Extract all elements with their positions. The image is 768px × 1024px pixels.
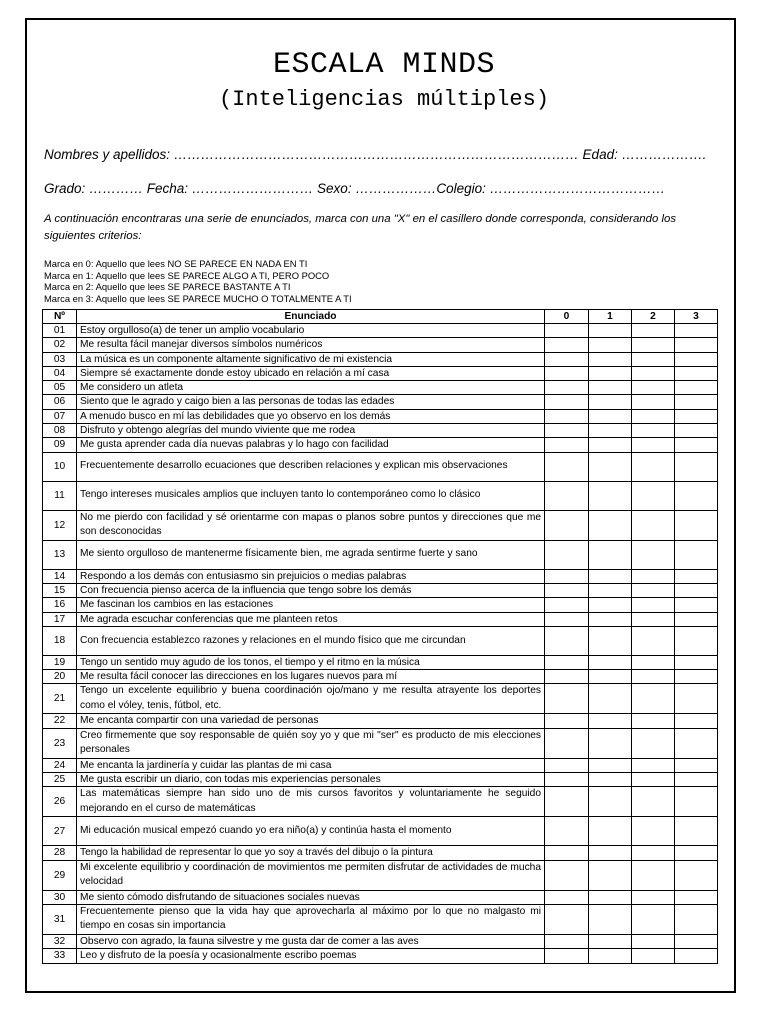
answer-cell-3[interactable] — [675, 655, 718, 669]
answer-cell-0[interactable] — [545, 817, 589, 846]
table-row — [43, 569, 718, 583]
answer-cell-2[interactable] — [632, 626, 675, 655]
row-number: 18 — [43, 626, 77, 655]
answer-cell-1[interactable] — [589, 324, 632, 338]
answer-cell-3[interactable] — [675, 758, 718, 772]
answer-cell-0[interactable] — [545, 598, 589, 612]
answer-cell-1[interactable] — [589, 773, 632, 787]
answer-cell-2[interactable] — [632, 758, 675, 772]
row-number: 22 — [43, 714, 77, 728]
answer-cell-0[interactable] — [545, 366, 589, 380]
table-row — [43, 395, 718, 409]
answer-cell-3[interactable] — [675, 381, 718, 395]
row-statement: Creo firmemente que soy responsable de quién soy yo y que mi "ser" es producto de mis elecciones personales — [77, 728, 545, 758]
row-number: 16 — [43, 598, 77, 612]
row-statement: Tengo un excelente equilibrio y buena coordinación ojo/mano y me resulta atrayente los deportes como el vóley, tenis, fútbol, etc. — [77, 684, 545, 714]
table-row — [43, 758, 718, 772]
row-statement: Me encanta compartir con una variedad de personas — [77, 714, 545, 728]
answer-cell-3[interactable] — [675, 890, 718, 904]
table-row — [43, 583, 718, 597]
grade-date-sex-school-field-line[interactable]: Grado: ………… Fecha: ……………………… Sexo: ………………Colegio: ………………………………… — [44, 181, 666, 196]
answer-cell-3[interactable] — [675, 728, 718, 758]
answer-cell-0[interactable] — [545, 758, 589, 772]
answer-cell-3[interactable] — [675, 612, 718, 626]
row-statement: Observo con agrado, la fauna silvestre y me gusta dar de comer a las aves — [77, 934, 545, 948]
answer-cell-0[interactable] — [545, 540, 589, 569]
answer-cell-2[interactable] — [632, 655, 675, 669]
row-number: 28 — [43, 846, 77, 860]
answer-cell-1[interactable] — [589, 452, 632, 481]
row-statement: Con frecuencia establezco razones y relaciones en el mundo físico que me circundan — [77, 626, 545, 655]
answer-cell-0[interactable] — [545, 409, 589, 423]
row-number: 14 — [43, 569, 77, 583]
row-statement: Mi educación musical empezó cuando yo era niño(a) y continúa hasta el momento — [77, 817, 545, 846]
answer-cell-3[interactable] — [675, 540, 718, 569]
answer-cell-2[interactable] — [632, 438, 675, 452]
answer-cell-3[interactable] — [675, 352, 718, 366]
answer-cell-0[interactable] — [545, 510, 589, 540]
answer-cell-0[interactable] — [545, 324, 589, 338]
answer-cell-3[interactable] — [675, 338, 718, 352]
row-number: 20 — [43, 670, 77, 684]
row-number: 11 — [43, 481, 77, 510]
row-number: 26 — [43, 787, 77, 817]
answer-cell-2[interactable] — [632, 787, 675, 817]
table-row — [43, 366, 718, 380]
answer-cell-3[interactable] — [675, 395, 718, 409]
scale-criterion-3: Marca en 3: Aquello que lees SE PARECE MUCHO O TOTALMENTE A TI — [44, 293, 352, 305]
answer-cell-1[interactable] — [589, 949, 632, 963]
answer-cell-1[interactable] — [589, 904, 632, 934]
table-row — [43, 714, 718, 728]
row-statement: Me agrada escuchar conferencias que me planteen retos — [77, 612, 545, 626]
answer-cell-0[interactable] — [545, 890, 589, 904]
answer-cell-2[interactable] — [632, 409, 675, 423]
answer-cell-1[interactable] — [589, 934, 632, 948]
answer-cell-1[interactable] — [589, 846, 632, 860]
table-row — [43, 655, 718, 669]
row-statement: Estoy orgulloso(a) de tener un amplio vocabulario — [77, 324, 545, 338]
table-row — [43, 904, 718, 934]
answer-cell-0[interactable] — [545, 381, 589, 395]
answer-cell-0[interactable] — [545, 787, 589, 817]
answer-cell-0[interactable] — [545, 626, 589, 655]
answer-cell-1[interactable] — [589, 860, 632, 890]
answer-cell-1[interactable] — [589, 626, 632, 655]
row-number: 01 — [43, 324, 77, 338]
answer-cell-3[interactable] — [675, 860, 718, 890]
answer-cell-3[interactable] — [675, 904, 718, 934]
answer-cell-3[interactable] — [675, 366, 718, 380]
row-number: 32 — [43, 934, 77, 948]
scale-criterion-2: Marca en 2: Aquello que lees SE PARECE BASTANTE A TI — [44, 281, 291, 293]
answer-cell-1[interactable] — [589, 481, 632, 510]
row-number: 24 — [43, 758, 77, 772]
row-statement: No me pierdo con facilidad y sé orientarme con mapas o planos sobre puntos y direcciones que me son desconocidas — [77, 510, 545, 540]
answer-cell-0[interactable] — [545, 612, 589, 626]
answer-cell-2[interactable] — [632, 338, 675, 352]
answer-cell-0[interactable] — [545, 773, 589, 787]
answer-cell-1[interactable] — [589, 569, 632, 583]
row-number: 23 — [43, 728, 77, 758]
table-row — [43, 409, 718, 423]
answer-cell-0[interactable] — [545, 438, 589, 452]
row-statement: Siento que le agrado y caigo bien a las personas de todas las edades — [77, 395, 545, 409]
row-statement: Me siento orgulloso de mantenerme físicamente bien, me agrada sentirme fuerte y sano — [77, 540, 545, 569]
answer-cell-3[interactable] — [675, 787, 718, 817]
answer-cell-0[interactable] — [545, 352, 589, 366]
row-number: 29 — [43, 860, 77, 890]
table-row — [43, 949, 718, 963]
answer-cell-0[interactable] — [545, 655, 589, 669]
answer-cell-0[interactable] — [545, 860, 589, 890]
answer-cell-2[interactable] — [632, 540, 675, 569]
row-number: 15 — [43, 583, 77, 597]
answer-cell-1[interactable] — [589, 510, 632, 540]
row-statement: Me fascinan los cambios en las estaciones — [77, 598, 545, 612]
row-number: 31 — [43, 904, 77, 934]
answer-cell-0[interactable] — [545, 338, 589, 352]
answer-cell-1[interactable] — [589, 352, 632, 366]
answer-cell-2[interactable] — [632, 934, 675, 948]
answer-cell-1[interactable] — [589, 758, 632, 772]
answer-cell-3[interactable] — [675, 714, 718, 728]
page-subtitle: (Inteligencias múltiples) — [218, 87, 550, 112]
answer-cell-0[interactable] — [545, 424, 589, 438]
table-row — [43, 424, 718, 438]
answer-cell-2[interactable] — [632, 395, 675, 409]
answer-cell-2[interactable] — [632, 510, 675, 540]
name-age-field-line[interactable]: Nombres y apellidos: ……………………………………………………………………………… Edad: ………………. — [44, 147, 707, 162]
answer-cell-1[interactable] — [589, 438, 632, 452]
header-score-2: 2 — [632, 310, 675, 324]
header-score-0: 0 — [545, 310, 589, 324]
row-statement: Tengo la habilidad de representar lo que yo soy a través del dibujo o la pintura — [77, 846, 545, 860]
answer-cell-2[interactable] — [632, 352, 675, 366]
row-number: 21 — [43, 684, 77, 714]
answer-cell-3[interactable] — [675, 438, 718, 452]
row-statement: La música es un componente altamente significativo de mi existencia — [77, 352, 545, 366]
answer-cell-2[interactable] — [632, 452, 675, 481]
answer-cell-2[interactable] — [632, 598, 675, 612]
answer-cell-2[interactable] — [632, 949, 675, 963]
row-statement: Me siento cómodo disfrutando de situaciones sociales nuevas — [77, 890, 545, 904]
table-row — [43, 381, 718, 395]
answer-cell-3[interactable] — [675, 626, 718, 655]
answer-cell-1[interactable] — [589, 409, 632, 423]
answer-cell-1[interactable] — [589, 540, 632, 569]
answer-cell-2[interactable] — [632, 684, 675, 714]
row-number: 30 — [43, 890, 77, 904]
row-number: 33 — [43, 949, 77, 963]
answer-cell-2[interactable] — [632, 904, 675, 934]
row-statement: Con frecuencia pienso acerca de la influencia que tengo sobre los demás — [77, 583, 545, 597]
table-row — [43, 438, 718, 452]
header-score-3: 3 — [675, 310, 718, 324]
row-statement: Tengo intereses musicales amplios que incluyen tanto lo contemporáneo como lo clásico — [77, 481, 545, 510]
row-statement: Disfruto y obtengo alegrías del mundo viviente que me rodea — [77, 424, 545, 438]
row-statement: Respondo a los demás con entusiasmo sin prejuicios o medias palabras — [77, 569, 545, 583]
table-row — [43, 846, 718, 860]
answer-cell-2[interactable] — [632, 773, 675, 787]
answer-cell-1[interactable] — [589, 598, 632, 612]
table-row — [43, 626, 718, 655]
answer-cell-2[interactable] — [632, 817, 675, 846]
row-number: 25 — [43, 773, 77, 787]
instructions-text: A continuación encontraras una serie de enunciados, marca con una "X" en el casillero donde corresponda, considerando los siguientes criterios: — [44, 213, 677, 242]
answer-cell-3[interactable] — [675, 949, 718, 963]
answer-cell-2[interactable] — [632, 670, 675, 684]
answer-cell-3[interactable] — [675, 598, 718, 612]
answer-cell-2[interactable] — [632, 583, 675, 597]
answer-cell-2[interactable] — [632, 860, 675, 890]
answer-cell-0[interactable] — [545, 714, 589, 728]
questionnaire-table — [42, 309, 718, 964]
answer-cell-1[interactable] — [589, 424, 632, 438]
answer-cell-0[interactable] — [545, 728, 589, 758]
answer-cell-0[interactable] — [545, 934, 589, 948]
answer-cell-3[interactable] — [675, 569, 718, 583]
answer-cell-0[interactable] — [545, 846, 589, 860]
answer-cell-1[interactable] — [589, 381, 632, 395]
row-statement: Siempre sé exactamente donde estoy ubicado en relación a mí casa — [77, 366, 545, 380]
table-row — [43, 890, 718, 904]
answer-cell-1[interactable] — [589, 684, 632, 714]
answer-cell-3[interactable] — [675, 934, 718, 948]
answer-cell-3[interactable] — [675, 817, 718, 846]
answer-cell-3[interactable] — [675, 670, 718, 684]
answer-cell-3[interactable] — [675, 424, 718, 438]
answer-cell-0[interactable] — [545, 949, 589, 963]
table-row — [43, 324, 718, 338]
table-row — [43, 728, 718, 758]
answer-cell-1[interactable] — [589, 612, 632, 626]
answer-cell-2[interactable] — [632, 424, 675, 438]
answer-cell-1[interactable] — [589, 787, 632, 817]
row-number: 07 — [43, 409, 77, 423]
answer-cell-2[interactable] — [632, 381, 675, 395]
answer-cell-3[interactable] — [675, 481, 718, 510]
row-number: 04 — [43, 366, 77, 380]
answer-cell-1[interactable] — [589, 728, 632, 758]
answer-cell-1[interactable] — [589, 583, 632, 597]
row-statement: Frecuentemente desarrollo ecuaciones que describen relaciones y explican mis observaciones — [77, 452, 545, 481]
row-number: 27 — [43, 817, 77, 846]
answer-cell-0[interactable] — [545, 583, 589, 597]
answer-cell-1[interactable] — [589, 714, 632, 728]
table-row — [43, 481, 718, 510]
row-statement: Me gusta aprender cada día nuevas palabras y lo hago con facilidad — [77, 438, 545, 452]
row-statement: Me encanta la jardinería y cuidar las plantas de mi casa — [77, 758, 545, 772]
row-number: 06 — [43, 395, 77, 409]
answer-cell-2[interactable] — [632, 846, 675, 860]
row-statement: Leo y disfruto de la poesía y ocasionalmente escribo poemas — [77, 949, 545, 963]
table-body — [43, 324, 718, 964]
answer-cell-1[interactable] — [589, 670, 632, 684]
answer-cell-0[interactable] — [545, 670, 589, 684]
answer-cell-3[interactable] — [675, 583, 718, 597]
answer-cell-2[interactable] — [632, 728, 675, 758]
page-title: ESCALA MINDS — [272, 48, 496, 82]
table-row — [43, 860, 718, 890]
answer-cell-3[interactable] — [675, 452, 718, 481]
answer-cell-0[interactable] — [545, 452, 589, 481]
row-statement: Me resulta fácil manejar diversos símbolos numéricos — [77, 338, 545, 352]
answer-cell-2[interactable] — [632, 714, 675, 728]
table-row — [43, 452, 718, 481]
answer-cell-1[interactable] — [589, 338, 632, 352]
answer-cell-3[interactable] — [675, 510, 718, 540]
row-statement: A menudo busco en mí las debilidades que yo observo en los demás — [77, 409, 545, 423]
row-number: 10 — [43, 452, 77, 481]
answer-cell-1[interactable] — [589, 890, 632, 904]
row-statement: Mi excelente equilibrio y coordinación de movimientos me permiten disfrutar de actividades de mucha velocidad — [77, 860, 545, 890]
answer-cell-0[interactable] — [545, 904, 589, 934]
row-number: 05 — [43, 381, 77, 395]
row-number: 03 — [43, 352, 77, 366]
table-row — [43, 510, 718, 540]
row-statement: Frecuentemente pienso que la vida hay que aprovecharla al máximo por lo que no malgasto mi tiempo en cosas sin importancia — [77, 904, 545, 934]
row-number: 02 — [43, 338, 77, 352]
table-row — [43, 934, 718, 948]
table-row — [43, 670, 718, 684]
table-row — [43, 773, 718, 787]
row-number: 12 — [43, 510, 77, 540]
header-number: Nº — [43, 310, 77, 324]
answer-cell-3[interactable] — [675, 684, 718, 714]
row-number: 19 — [43, 655, 77, 669]
table-row — [43, 598, 718, 612]
header-statement: Enunciado — [77, 310, 545, 324]
answer-cell-1[interactable] — [589, 366, 632, 380]
answer-cell-3[interactable] — [675, 409, 718, 423]
answer-cell-3[interactable] — [675, 773, 718, 787]
row-number: 08 — [43, 424, 77, 438]
header-score-1: 1 — [589, 310, 632, 324]
row-number: 17 — [43, 612, 77, 626]
row-number: 13 — [43, 540, 77, 569]
row-statement: Me considero un atleta — [77, 381, 545, 395]
table-row — [43, 352, 718, 366]
answer-cell-1[interactable] — [589, 395, 632, 409]
row-statement: Me gusta escribir un diario, con todas mis experiencias personales — [77, 773, 545, 787]
answer-cell-1[interactable] — [589, 817, 632, 846]
scale-criterion-1: Marca en 1: Aquello que lees SE PARECE ALGO A TI, PERO POCO — [44, 269, 330, 281]
answer-cell-0[interactable] — [545, 569, 589, 583]
table-row — [43, 612, 718, 626]
table-row — [43, 338, 718, 352]
answer-cell-3[interactable] — [675, 324, 718, 338]
table-row — [43, 787, 718, 817]
table-row — [43, 684, 718, 714]
answer-cell-2[interactable] — [632, 366, 675, 380]
table-row — [43, 817, 718, 846]
scale-criterion-0: Marca en 0: Aquello que lees NO SE PARECE EN NADA EN TI — [44, 258, 308, 269]
table-row — [43, 540, 718, 569]
row-statement: Tengo un sentido muy agudo de los tonos, el tiempo y el ritmo en la música — [77, 655, 545, 669]
answer-cell-0[interactable] — [545, 684, 589, 714]
row-statement: Me resulta fácil conocer las direcciones en los lugares nuevos para mí — [77, 670, 545, 684]
answer-cell-2[interactable] — [632, 890, 675, 904]
table-header-row — [43, 310, 718, 324]
answer-cell-2[interactable] — [632, 481, 675, 510]
row-number: 09 — [43, 438, 77, 452]
row-statement: Las matemáticas siempre han sido uno de mis cursos favoritos y voluntariamente he seguido mejorando en el curso de matemáticas — [77, 787, 545, 817]
answer-cell-1[interactable] — [589, 655, 632, 669]
answer-cell-2[interactable] — [632, 569, 675, 583]
scale-criteria — [44, 258, 352, 305]
answer-cell-0[interactable] — [545, 395, 589, 409]
answer-cell-0[interactable] — [545, 481, 589, 510]
answer-cell-2[interactable] — [632, 324, 675, 338]
answer-cell-2[interactable] — [632, 612, 675, 626]
answer-cell-3[interactable] — [675, 846, 718, 860]
